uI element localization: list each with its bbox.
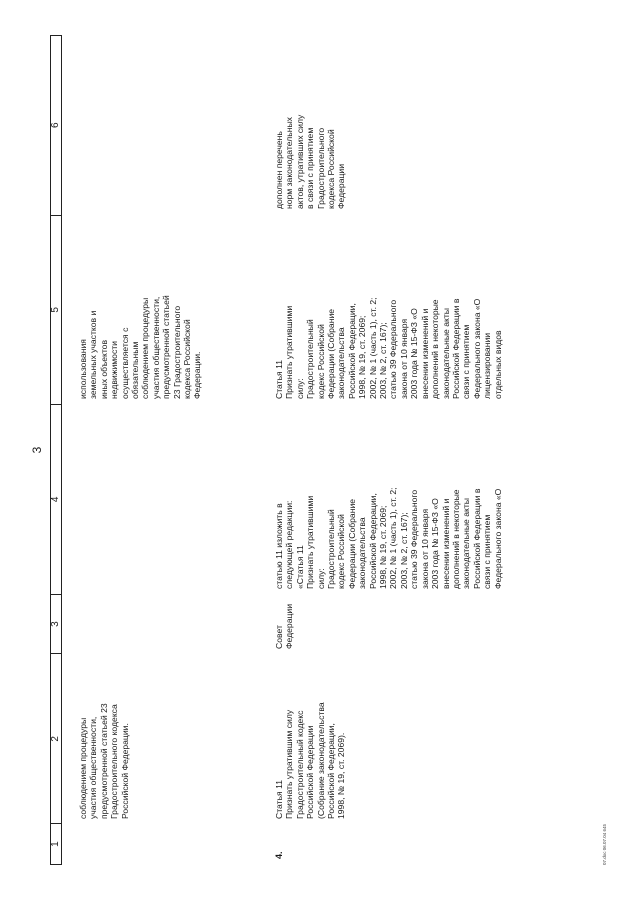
row-continuation-col6 — [78, 35, 203, 215]
column-header-2: 2 — [51, 655, 61, 825]
row-4-col5: Статья 11 Признать утратившими силу: Градостроительный кодекс Российской Федерации (Собрание законодательства Российской Федерации, 1998, № 19, ст. 2069; 2002, № 1 (часть 1), ст. 2; 2003, № 2, ст. 167); статью 39 Федерального закона от 10 января 2003 года № 15-ФЗ «О внесении изменений и дополнений в некоторые законодательные акты Российской Федерации в связи с принятием Федерального закона «О лицензировании отдельных видов — [274, 297, 503, 399]
column-header-4: 4 — [51, 405, 61, 595]
row-continuation-col4 — [78, 405, 203, 595]
row-number: 4. — [274, 851, 284, 859]
row-4-col3: Совет Федерации — [274, 604, 295, 649]
row-continuation-col2: соблюдением процедуры участия общественности, предусмотренной статьей 23 Градостроительного кодекса Российской Федерации. — [78, 703, 130, 819]
file-code: 07.doc 06.07.04 645 — [602, 823, 607, 865]
column-header-3: 3 — [51, 595, 61, 655]
table-row-continuation — [78, 35, 203, 865]
row-continuation-col5: использования земельных участков и иных объектов недвижимости осуществляется с обязательным соблюдением процедуры участия общественности, предусмотренной статьей 23 Градостроительного кодекса Российской Федерации. — [78, 295, 203, 399]
row-4-col4: статью 11 изложить в следующей редакции: «Статья 11 Признать утратившими силу: Градостроительный кодекс Российской Федерации (Собрание законодательства Российской Федерации, 1998, № 19, ст. 2069; 2002, № 1 (часть 1), ст. 2; 2003, № 2, ст. 167); статью 39 Федерального закона от 10 января 2003 года № 15-ФЗ «О внесении изменений и дополнений в некоторые законодательные акты Российской Федерации в связи с принятием Федерального закона «О — [274, 487, 503, 589]
row-continuation-col3 — [78, 595, 203, 655]
row-continuation-col1 — [78, 825, 203, 865]
row-4-col6: дополнен перечень норм законодательных актов, утративших силу в связи с принятием Градостроительного кодекса Российской Федерации — [274, 114, 347, 209]
rotated-sheet — [30, 35, 610, 865]
row-4-col2: Статья 11 Признать утратившим силу Градостроительный кодекс Российской Федерации (Собрание законодательства Российской Федерации, 1998, № 19, ст. 2069). — [274, 702, 347, 819]
column-header-1: 1 — [50, 841, 61, 847]
page-number: 3 — [30, 446, 44, 454]
table-row-4 — [274, 35, 503, 865]
table-header-row — [50, 35, 62, 865]
column-header-6: 6 — [51, 36, 61, 216]
column-header-5: 5 — [51, 216, 61, 406]
